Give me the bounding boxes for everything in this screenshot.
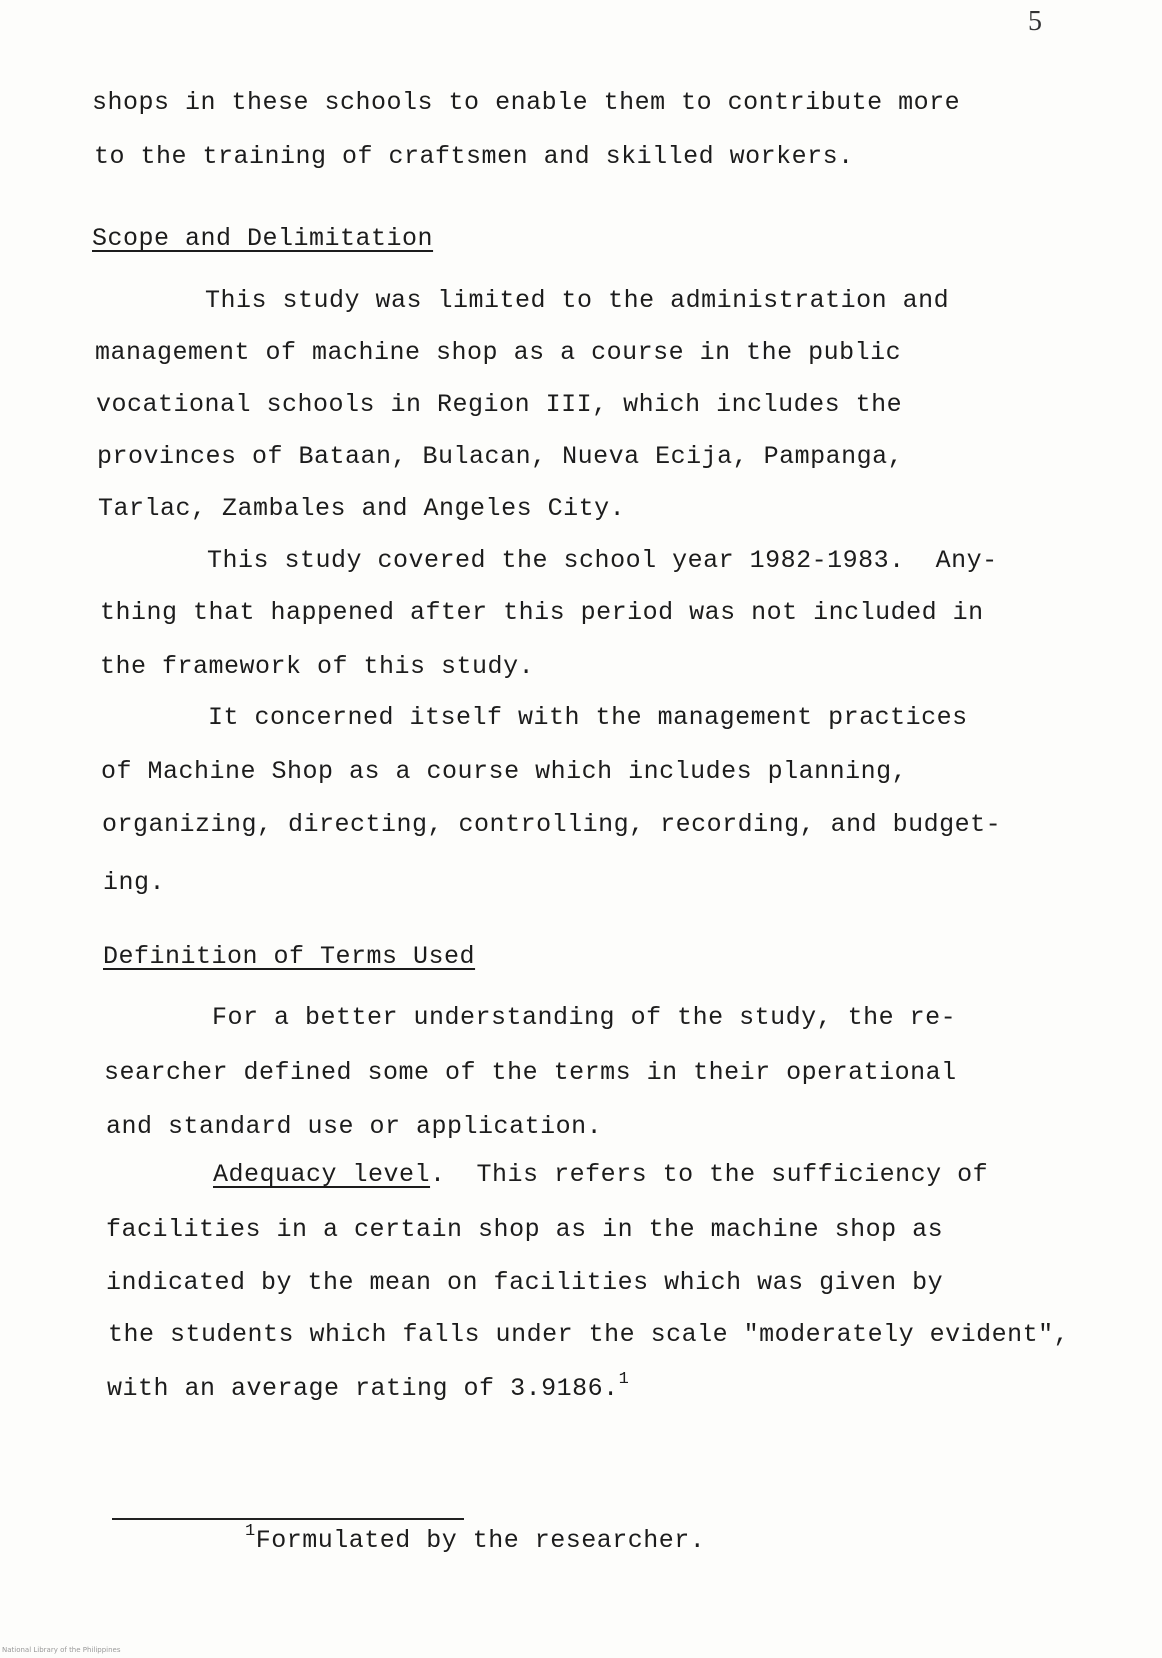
definitions-p1-line-3: and standard use or application.	[106, 1112, 603, 1141]
section-heading-definitions: Definition of Terms Used	[103, 942, 476, 971]
scope-p1-line-5: Tarlac, Zambales and Angeles City.	[98, 494, 626, 523]
footnote-text: Formulated by the researcher.	[255, 1526, 706, 1555]
scope-p1-line-1: This study was limited to the administration and	[205, 286, 950, 315]
section-heading-scope: Scope and Delimitation	[92, 224, 434, 253]
scope-p3-line-4: ing.	[103, 868, 166, 897]
intro-line-1: shops in these schools to enable them to contribute more	[92, 88, 961, 117]
adequacy-line-1-rest: . This refers to the sufficiency of	[430, 1160, 989, 1189]
scope-p3-line-2: of Machine Shop as a course which includes planning,	[101, 757, 908, 786]
scope-p2-line-2: thing that happened after this period was not included in	[100, 598, 984, 627]
definitions-p1-line-1: For a better understanding of the study, the re-	[212, 1003, 957, 1032]
adequacy-line-5-text: with an average rating of 3.9186.	[107, 1374, 619, 1403]
intro-line-2: to the training of craftsmen and skilled workers.	[94, 142, 854, 171]
definitions-p1-line-2: searcher defined some of the terms in their operational	[104, 1058, 957, 1087]
footnote-marker: 1	[245, 1522, 256, 1541]
adequacy-line-1	[213, 1160, 988, 1190]
scope-p3-line-1: It concerned itself with the management practices	[208, 703, 968, 732]
scope-p1-line-4: provinces of Bataan, Bulacan, Nueva Ecija, Pampanga,	[97, 442, 904, 471]
term-adequacy-level: Adequacy level	[213, 1160, 431, 1189]
scope-p2-line-3: the framework of this study.	[100, 652, 535, 681]
scope-p2-line-1: This study covered the school year 1982-1983. Any-	[207, 546, 998, 575]
footnote-reference: 1	[618, 1370, 630, 1389]
scope-p3-line-3: organizing, directing, controlling, recording, and budget-	[102, 810, 1002, 839]
footnote	[245, 1522, 706, 1556]
adequacy-line-2: facilities in a certain shop as in the machine shop as	[106, 1215, 944, 1244]
adequacy-line-4: the students which falls under the scale "moderately evident",	[108, 1320, 1070, 1349]
scope-p1-line-3: vocational schools in Region III, which includes the	[96, 390, 903, 419]
library-imprint: National Library of the Philippines	[2, 1646, 121, 1654]
adequacy-line-3: indicated by the mean on facilities which was given by	[106, 1268, 944, 1297]
footnote-divider	[112, 1518, 464, 1520]
adequacy-line-5	[107, 1370, 630, 1404]
scope-p1-line-2: management of machine shop as a course in the public	[95, 338, 902, 367]
page-number: 5	[1028, 6, 1042, 37]
